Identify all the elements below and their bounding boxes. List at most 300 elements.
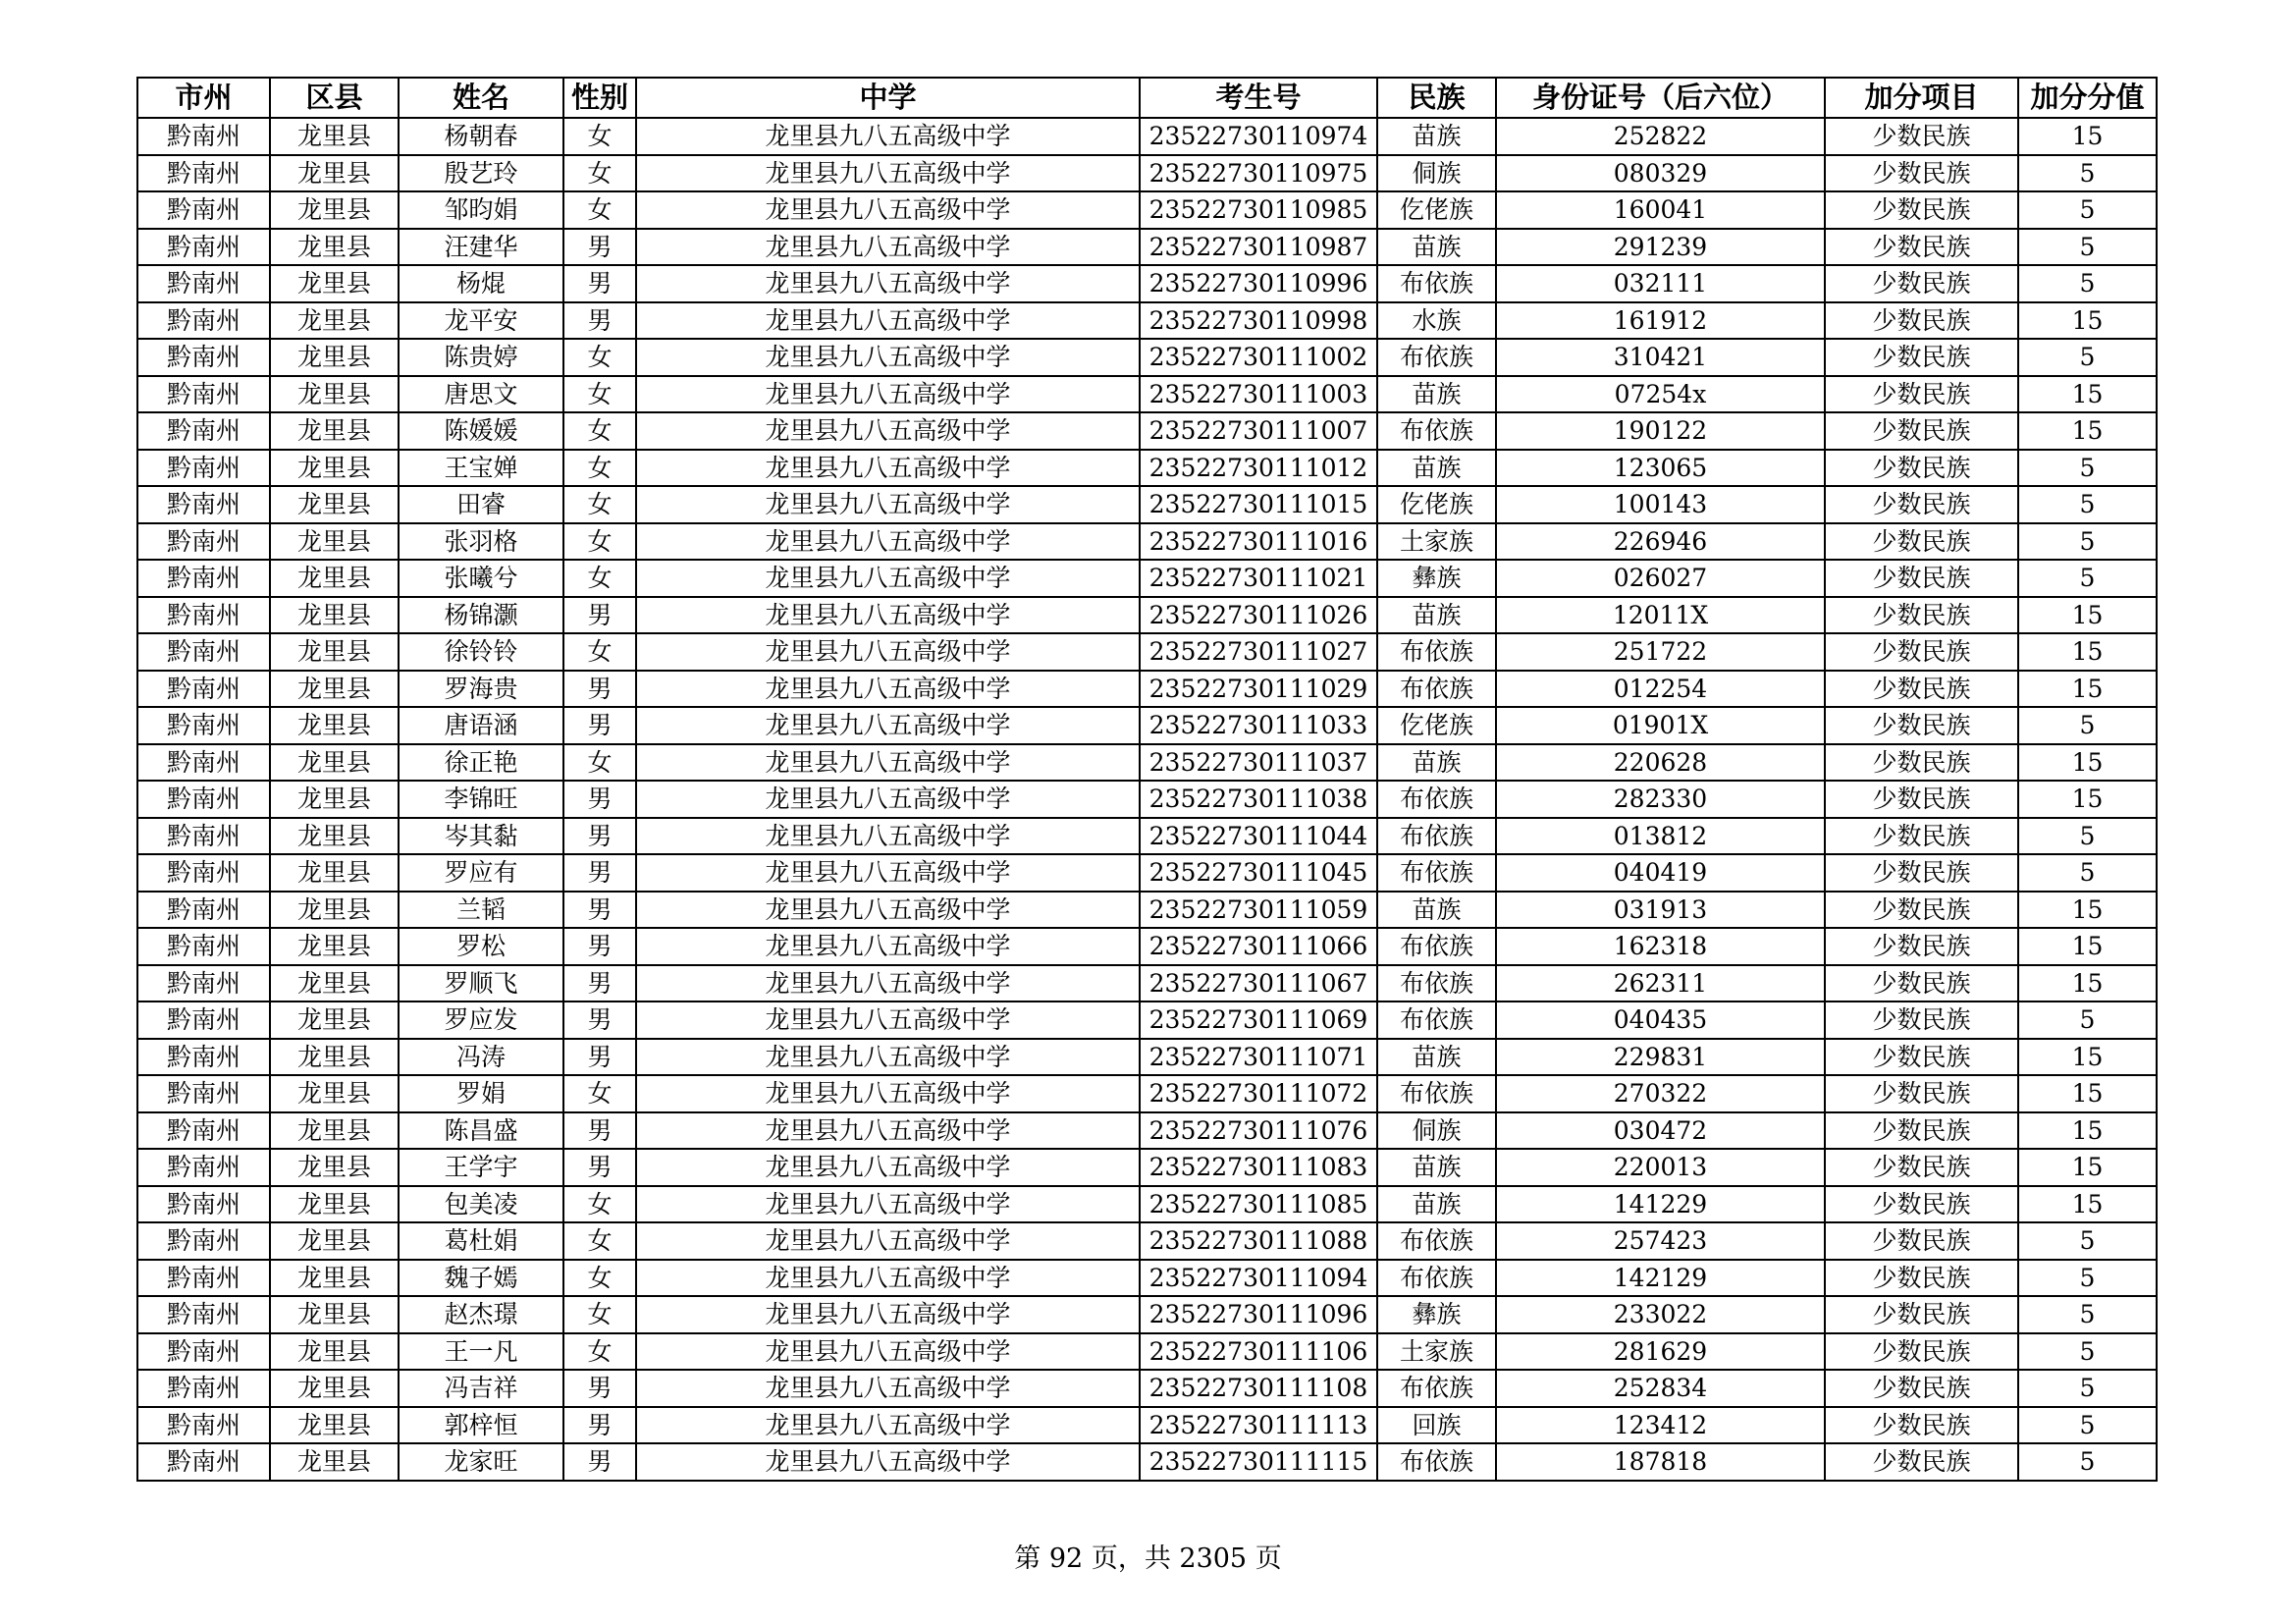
cell-id-suffix: 233022: [1496, 1296, 1825, 1333]
cell-bonus-item: 少数民族: [1825, 523, 2018, 561]
cell-bonus-points: 5: [2018, 229, 2157, 266]
cell-bonus-item: 少数民族: [1825, 486, 2018, 523]
cell-exam-number: 23522730111021: [1140, 560, 1377, 597]
cell-city: 黔南州: [137, 818, 270, 855]
cell-bonus-points: 5: [2018, 1222, 2157, 1260]
cell-school: 龙里县九八五高级中学: [636, 597, 1140, 634]
cell-bonus-item: 少数民族: [1825, 818, 2018, 855]
cell-bonus-item: 少数民族: [1825, 376, 2018, 413]
cell-id-suffix: 251722: [1496, 633, 1825, 671]
cell-bonus-points: 5: [2018, 523, 2157, 561]
cell-bonus-points: 5: [2018, 1443, 2157, 1481]
table-row: [137, 1407, 2157, 1444]
cell-county: 龙里县: [270, 412, 399, 450]
cell-county: 龙里县: [270, 1407, 399, 1444]
cell-bonus-item: 少数民族: [1825, 1222, 2018, 1260]
cell-id-suffix: 270322: [1496, 1075, 1825, 1112]
cell-county: 龙里县: [270, 818, 399, 855]
cell-county: 龙里县: [270, 854, 399, 892]
cell-gender: 女: [563, 523, 636, 561]
cell-exam-number: 23522730111038: [1140, 781, 1377, 818]
cell-exam-number: 23522730110987: [1140, 229, 1377, 266]
cell-id-suffix: 160041: [1496, 191, 1825, 229]
cell-id-suffix: 12011X: [1496, 597, 1825, 634]
cell-school: 龙里县九八五高级中学: [636, 744, 1140, 782]
cell-exam-number: 23522730111076: [1140, 1112, 1377, 1150]
cell-exam-number: 23522730111007: [1140, 412, 1377, 450]
cell-bonus-points: 15: [2018, 744, 2157, 782]
cell-bonus-item: 少数民族: [1825, 265, 2018, 302]
cell-county: 龙里县: [270, 1039, 399, 1076]
cell-city: 黔南州: [137, 486, 270, 523]
cell-city: 黔南州: [137, 339, 270, 376]
cell-bonus-points: 5: [2018, 707, 2157, 744]
cell-county: 龙里县: [270, 707, 399, 744]
cell-city: 黔南州: [137, 229, 270, 266]
cell-school: 龙里县九八五高级中学: [636, 928, 1140, 965]
cell-bonus-item: 少数民族: [1825, 744, 2018, 782]
cell-ethnicity: 苗族: [1377, 597, 1496, 634]
cell-ethnicity: 布依族: [1377, 633, 1496, 671]
cell-ethnicity: 布依族: [1377, 339, 1496, 376]
cell-gender: 男: [563, 1001, 636, 1039]
cell-bonus-points: 15: [2018, 1186, 2157, 1223]
cell-city: 黔南州: [137, 376, 270, 413]
cell-bonus-points: 5: [2018, 155, 2157, 192]
cell-exam-number: 23522730110974: [1140, 118, 1377, 155]
table-row: [137, 1222, 2157, 1260]
cell-ethnicity: 布依族: [1377, 1001, 1496, 1039]
cell-bonus-item: 少数民族: [1825, 450, 2018, 487]
cell-name: 徐正艳: [399, 744, 563, 782]
cell-ethnicity: 布依族: [1377, 1260, 1496, 1297]
cell-city: 黔南州: [137, 1039, 270, 1076]
cell-ethnicity: 苗族: [1377, 1186, 1496, 1223]
cell-county: 龙里县: [270, 118, 399, 155]
cell-bonus-points: 15: [2018, 965, 2157, 1002]
cell-bonus-item: 少数民族: [1825, 892, 2018, 929]
cell-name: 杨焜: [399, 265, 563, 302]
cell-bonus-item: 少数民族: [1825, 597, 2018, 634]
cell-name: 邹昀娟: [399, 191, 563, 229]
cell-gender: 男: [563, 707, 636, 744]
cell-exam-number: 23522730111044: [1140, 818, 1377, 855]
cell-exam-number: 23522730111033: [1140, 707, 1377, 744]
table-row: [137, 339, 2157, 376]
cell-exam-number: 23522730111115: [1140, 1443, 1377, 1481]
cell-ethnicity: 布依族: [1377, 965, 1496, 1002]
cell-bonus-points: 15: [2018, 1149, 2157, 1186]
cell-county: 龙里县: [270, 376, 399, 413]
cell-county: 龙里县: [270, 339, 399, 376]
cell-school: 龙里县九八五高级中学: [636, 412, 1140, 450]
cell-name: 罗松: [399, 928, 563, 965]
cell-id-suffix: 01901X: [1496, 707, 1825, 744]
cell-gender: 男: [563, 597, 636, 634]
cell-county: 龙里县: [270, 928, 399, 965]
cell-gender: 女: [563, 744, 636, 782]
cell-bonus-points: 15: [2018, 671, 2157, 708]
cell-id-suffix: 229831: [1496, 1039, 1825, 1076]
cell-name: 赵杰璟: [399, 1296, 563, 1333]
cell-city: 黔南州: [137, 1333, 270, 1371]
cell-gender: 女: [563, 155, 636, 192]
cell-exam-number: 23522730111067: [1140, 965, 1377, 1002]
header-school: 中学: [636, 78, 1140, 118]
cell-exam-number: 23522730110975: [1140, 155, 1377, 192]
cell-gender: 男: [563, 965, 636, 1002]
cell-county: 龙里县: [270, 1260, 399, 1297]
cell-exam-number: 23522730110985: [1140, 191, 1377, 229]
cell-school: 龙里县九八五高级中学: [636, 1296, 1140, 1333]
cell-exam-number: 23522730111026: [1140, 597, 1377, 634]
cell-ethnicity: 苗族: [1377, 450, 1496, 487]
cell-name: 罗海贵: [399, 671, 563, 708]
cell-city: 黔南州: [137, 744, 270, 782]
cell-name: 杨朝春: [399, 118, 563, 155]
table-row: [137, 1075, 2157, 1112]
cell-id-suffix: 142129: [1496, 1260, 1825, 1297]
cell-gender: 男: [563, 1112, 636, 1150]
header-name: 姓名: [399, 78, 563, 118]
cell-gender: 女: [563, 1296, 636, 1333]
cell-ethnicity: 布依族: [1377, 1222, 1496, 1260]
table-row: [137, 302, 2157, 340]
cell-school: 龙里县九八五高级中学: [636, 265, 1140, 302]
cell-gender: 男: [563, 1407, 636, 1444]
cell-school: 龙里县九八五高级中学: [636, 671, 1140, 708]
cell-bonus-item: 少数民族: [1825, 965, 2018, 1002]
cell-exam-number: 23522730111015: [1140, 486, 1377, 523]
table-row: [137, 265, 2157, 302]
cell-ethnicity: 侗族: [1377, 155, 1496, 192]
cell-gender: 女: [563, 560, 636, 597]
cell-ethnicity: 水族: [1377, 302, 1496, 340]
cell-school: 龙里县九八五高级中学: [636, 781, 1140, 818]
cell-id-suffix: 252834: [1496, 1370, 1825, 1407]
cell-ethnicity: 苗族: [1377, 892, 1496, 929]
cell-bonus-points: 15: [2018, 597, 2157, 634]
cell-school: 龙里县九八五高级中学: [636, 560, 1140, 597]
cell-bonus-points: 15: [2018, 781, 2157, 818]
cell-bonus-item: 少数民族: [1825, 1149, 2018, 1186]
cell-bonus-item: 少数民族: [1825, 191, 2018, 229]
cell-gender: 女: [563, 118, 636, 155]
cell-ethnicity: 苗族: [1377, 744, 1496, 782]
table-row: [137, 191, 2157, 229]
cell-exam-number: 23522730111096: [1140, 1296, 1377, 1333]
table-row: [137, 1333, 2157, 1371]
cell-name: 李锦旺: [399, 781, 563, 818]
page-number-footer: 第 92 页，共 2305 页: [1014, 1543, 1282, 1574]
cell-city: 黔南州: [137, 523, 270, 561]
table-row: [137, 229, 2157, 266]
header-ethnicity: 民族: [1377, 78, 1496, 118]
cell-county: 龙里县: [270, 486, 399, 523]
cell-ethnicity: 仡佬族: [1377, 191, 1496, 229]
cell-exam-number: 23522730111027: [1140, 633, 1377, 671]
cell-bonus-points: 5: [2018, 191, 2157, 229]
cell-id-suffix: 162318: [1496, 928, 1825, 965]
table-row: [137, 1112, 2157, 1150]
cell-ethnicity: 布依族: [1377, 412, 1496, 450]
cell-name: 王一凡: [399, 1333, 563, 1371]
cell-school: 龙里县九八五高级中学: [636, 1407, 1140, 1444]
header-city: 市州: [137, 78, 270, 118]
table-body: [137, 118, 2157, 1481]
cell-ethnicity: 侗族: [1377, 1112, 1496, 1150]
cell-county: 龙里县: [270, 1186, 399, 1223]
table-row: [137, 965, 2157, 1002]
cell-exam-number: 23522730111016: [1140, 523, 1377, 561]
header-county: 区县: [270, 78, 399, 118]
cell-id-suffix: 123412: [1496, 1407, 1825, 1444]
cell-bonus-item: 少数民族: [1825, 781, 2018, 818]
cell-exam-number: 23522730111088: [1140, 1222, 1377, 1260]
table-row: [137, 633, 2157, 671]
cell-ethnicity: 彝族: [1377, 1296, 1496, 1333]
cell-exam-number: 23522730111071: [1140, 1039, 1377, 1076]
cell-bonus-points: 15: [2018, 928, 2157, 965]
cell-county: 龙里县: [270, 671, 399, 708]
cell-county: 龙里县: [270, 965, 399, 1002]
cell-name: 包美凌: [399, 1186, 563, 1223]
cell-name: 陈贵婷: [399, 339, 563, 376]
cell-bonus-points: 15: [2018, 412, 2157, 450]
cell-exam-number: 23522730110996: [1140, 265, 1377, 302]
cell-id-suffix: 161912: [1496, 302, 1825, 340]
cell-bonus-points: 5: [2018, 486, 2157, 523]
cell-exam-number: 23522730111072: [1140, 1075, 1377, 1112]
cell-bonus-points: 5: [2018, 818, 2157, 855]
cell-ethnicity: 布依族: [1377, 928, 1496, 965]
cell-city: 黔南州: [137, 1443, 270, 1481]
cell-bonus-points: 15: [2018, 892, 2157, 929]
cell-gender: 女: [563, 339, 636, 376]
cell-exam-number: 23522730111113: [1140, 1407, 1377, 1444]
cell-gender: 女: [563, 1186, 636, 1223]
table-row: [137, 1149, 2157, 1186]
cell-bonus-item: 少数民族: [1825, 1112, 2018, 1150]
cell-exam-number: 23522730111094: [1140, 1260, 1377, 1297]
cell-county: 龙里县: [270, 1296, 399, 1333]
table-row: [137, 1370, 2157, 1407]
cell-school: 龙里县九八五高级中学: [636, 155, 1140, 192]
cell-county: 龙里县: [270, 1443, 399, 1481]
cell-bonus-points: 15: [2018, 376, 2157, 413]
cell-city: 黔南州: [137, 1222, 270, 1260]
cell-gender: 女: [563, 486, 636, 523]
table-row: [137, 155, 2157, 192]
cell-school: 龙里县九八五高级中学: [636, 818, 1140, 855]
cell-name: 唐思文: [399, 376, 563, 413]
cell-id-suffix: 226946: [1496, 523, 1825, 561]
cell-gender: 女: [563, 1333, 636, 1371]
cell-bonus-points: 15: [2018, 118, 2157, 155]
cell-city: 黔南州: [137, 155, 270, 192]
cell-bonus-item: 少数民族: [1825, 928, 2018, 965]
cell-exam-number: 23522730111029: [1140, 671, 1377, 708]
cell-id-suffix: 123065: [1496, 450, 1825, 487]
cell-bonus-item: 少数民族: [1825, 854, 2018, 892]
cell-ethnicity: 布依族: [1377, 854, 1496, 892]
cell-bonus-points: 5: [2018, 1370, 2157, 1407]
cell-bonus-item: 少数民族: [1825, 1407, 2018, 1444]
table-row: [137, 118, 2157, 155]
cell-ethnicity: 土家族: [1377, 1333, 1496, 1371]
table-row: [137, 818, 2157, 855]
cell-city: 黔南州: [137, 1407, 270, 1444]
cell-name: 张曦兮: [399, 560, 563, 597]
cell-name: 冯吉祥: [399, 1370, 563, 1407]
cell-id-suffix: 080329: [1496, 155, 1825, 192]
cell-bonus-points: 5: [2018, 450, 2157, 487]
cell-county: 龙里县: [270, 1370, 399, 1407]
cell-school: 龙里县九八五高级中学: [636, 1222, 1140, 1260]
cell-bonus-item: 少数民族: [1825, 1260, 2018, 1297]
cell-school: 龙里县九八五高级中学: [636, 376, 1140, 413]
cell-id-suffix: 030472: [1496, 1112, 1825, 1150]
cell-exam-number: 23522730111012: [1140, 450, 1377, 487]
cell-county: 龙里县: [270, 155, 399, 192]
table-row: [137, 523, 2157, 561]
cell-city: 黔南州: [137, 1075, 270, 1112]
cell-school: 龙里县九八五高级中学: [636, 1001, 1140, 1039]
cell-school: 龙里县九八五高级中学: [636, 965, 1140, 1002]
cell-name: 冯涛: [399, 1039, 563, 1076]
cell-id-suffix: 07254x: [1496, 376, 1825, 413]
cell-name: 兰韬: [399, 892, 563, 929]
cell-exam-number: 23522730111066: [1140, 928, 1377, 965]
header-exam-number: 考生号: [1140, 78, 1377, 118]
cell-name: 郭梓恒: [399, 1407, 563, 1444]
cell-bonus-points: 15: [2018, 1075, 2157, 1112]
cell-county: 龙里县: [270, 1149, 399, 1186]
cell-county: 龙里县: [270, 892, 399, 929]
cell-school: 龙里县九八五高级中学: [636, 1370, 1140, 1407]
cell-name: 罗应有: [399, 854, 563, 892]
table-row: [137, 1260, 2157, 1297]
header-gender: 性别: [563, 78, 636, 118]
cell-name: 陈昌盛: [399, 1112, 563, 1150]
cell-city: 黔南州: [137, 633, 270, 671]
cell-county: 龙里县: [270, 523, 399, 561]
cell-exam-number: 23522730111069: [1140, 1001, 1377, 1039]
cell-ethnicity: 布依族: [1377, 1443, 1496, 1481]
cell-ethnicity: 布依族: [1377, 1075, 1496, 1112]
cell-bonus-points: 15: [2018, 1112, 2157, 1150]
header-bonus-points: 加分分值: [2018, 78, 2157, 118]
cell-school: 龙里县九八五高级中学: [636, 302, 1140, 340]
cell-school: 龙里县九八五高级中学: [636, 1333, 1140, 1371]
cell-id-suffix: 040435: [1496, 1001, 1825, 1039]
table-row: [137, 707, 2157, 744]
cell-ethnicity: 苗族: [1377, 229, 1496, 266]
table-row: [137, 892, 2157, 929]
cell-name: 徐铃铃: [399, 633, 563, 671]
cell-bonus-item: 少数民族: [1825, 707, 2018, 744]
cell-name: 魏子嫣: [399, 1260, 563, 1297]
cell-school: 龙里县九八五高级中学: [636, 1039, 1140, 1076]
table-row: [137, 412, 2157, 450]
table-row: [137, 560, 2157, 597]
cell-city: 黔南州: [137, 1296, 270, 1333]
cell-gender: 女: [563, 412, 636, 450]
cell-name: 殷艺玲: [399, 155, 563, 192]
cell-gender: 男: [563, 892, 636, 929]
cell-exam-number: 23522730111059: [1140, 892, 1377, 929]
cell-county: 龙里县: [270, 781, 399, 818]
cell-bonus-item: 少数民族: [1825, 1443, 2018, 1481]
cell-county: 龙里县: [270, 1333, 399, 1371]
cell-name: 龙家旺: [399, 1443, 563, 1481]
cell-school: 龙里县九八五高级中学: [636, 486, 1140, 523]
cell-id-suffix: 252822: [1496, 118, 1825, 155]
cell-county: 龙里县: [270, 744, 399, 782]
cell-bonus-item: 少数民族: [1825, 155, 2018, 192]
table-row: [137, 1186, 2157, 1223]
cell-county: 龙里县: [270, 229, 399, 266]
cell-id-suffix: 220628: [1496, 744, 1825, 782]
table-header-row: [137, 78, 2157, 118]
cell-bonus-item: 少数民族: [1825, 412, 2018, 450]
cell-id-suffix: 262311: [1496, 965, 1825, 1002]
cell-id-suffix: 291239: [1496, 229, 1825, 266]
cell-exam-number: 23522730111083: [1140, 1149, 1377, 1186]
cell-bonus-item: 少数民族: [1825, 671, 2018, 708]
table-row: [137, 450, 2157, 487]
cell-exam-number: 23522730111108: [1140, 1370, 1377, 1407]
cell-city: 黔南州: [137, 1001, 270, 1039]
cell-name: 葛杜娟: [399, 1222, 563, 1260]
cell-name: 田睿: [399, 486, 563, 523]
cell-city: 黔南州: [137, 781, 270, 818]
cell-bonus-item: 少数民族: [1825, 118, 2018, 155]
cell-school: 龙里县九八五高级中学: [636, 339, 1140, 376]
cell-city: 黔南州: [137, 854, 270, 892]
table-row: [137, 1443, 2157, 1481]
table-row: [137, 1001, 2157, 1039]
cell-bonus-item: 少数民族: [1825, 339, 2018, 376]
cell-bonus-item: 少数民族: [1825, 1370, 2018, 1407]
cell-city: 黔南州: [137, 1149, 270, 1186]
cell-city: 黔南州: [137, 707, 270, 744]
cell-county: 龙里县: [270, 1112, 399, 1150]
cell-bonus-points: 5: [2018, 1407, 2157, 1444]
cell-ethnicity: 彝族: [1377, 560, 1496, 597]
cell-bonus-points: 5: [2018, 339, 2157, 376]
cell-bonus-points: 5: [2018, 1260, 2157, 1297]
cell-name: 唐语涵: [399, 707, 563, 744]
table-row: [137, 1296, 2157, 1333]
cell-school: 龙里县九八五高级中学: [636, 1149, 1140, 1186]
cell-ethnicity: 布依族: [1377, 265, 1496, 302]
cell-bonus-item: 少数民族: [1825, 1039, 2018, 1076]
table-row: [137, 1039, 2157, 1076]
cell-gender: 男: [563, 302, 636, 340]
cell-gender: 男: [563, 265, 636, 302]
cell-gender: 男: [563, 781, 636, 818]
cell-name: 罗顺飞: [399, 965, 563, 1002]
cell-id-suffix: 281629: [1496, 1333, 1825, 1371]
cell-exam-number: 23522730111085: [1140, 1186, 1377, 1223]
cell-bonus-points: 5: [2018, 1333, 2157, 1371]
cell-name: 张羽格: [399, 523, 563, 561]
cell-city: 黔南州: [137, 1370, 270, 1407]
cell-school: 龙里县九八五高级中学: [636, 450, 1140, 487]
cell-school: 龙里县九八五高级中学: [636, 1112, 1140, 1150]
cell-ethnicity: 布依族: [1377, 1370, 1496, 1407]
